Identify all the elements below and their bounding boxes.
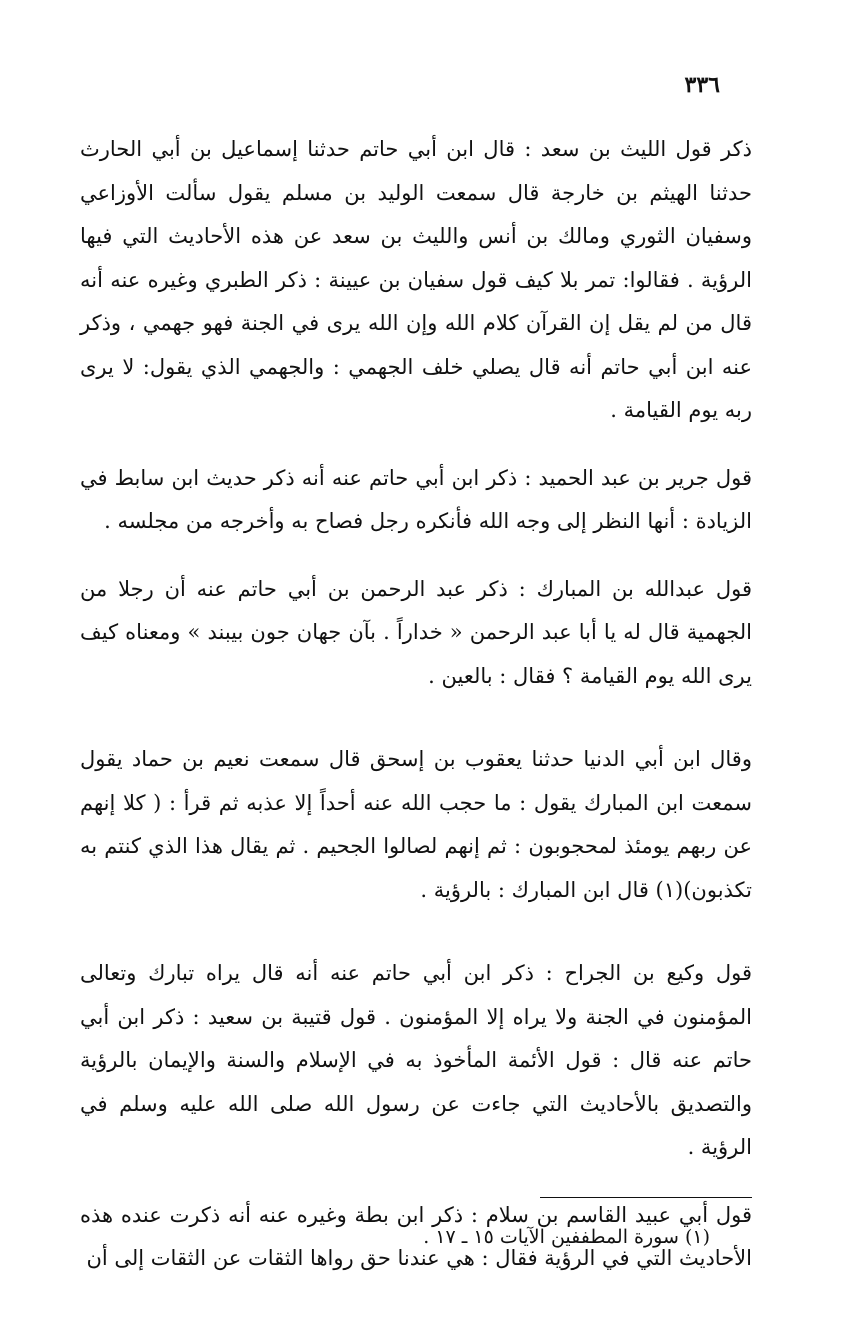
page-body: [80, 128, 752, 1305]
paragraph-layth-sufyan: ذكر قول الليث بن سعد : قال ابن أبي حاتم حدثنا إسماعيل بن أبي الحارث حدثنا الهيثم بن خارجة قال سمعت الوليد بن مسلم يقول سألت الأوزاعي وسفيان الثوري ومالك بن أنس والليث بن سعد عن هذه الأحاديث التي فيها الرؤية . فقالوا: تمر بلا كيف قول سفيان بن عيينة : ذكر الطبري وغيره عنه أنه قال من لم يقل إن القرآن كلام الله وإن الله يرى في الجنة فهو جهمي ، وذكر عنه ابن أبي حاتم أنه قال يصلي خلف الجهمي : والجهمي الذي يقول: لا يرى ربه يوم القيامة .: [80, 137, 752, 422]
page-number: ٣٣٦: [684, 72, 720, 98]
paragraph-jarir: قول جرير بن عبد الحميد : ذكر ابن أبي حاتم عنه أنه ذكر حديث ابن سابط في الزيادة : أنها النظر إلى وجه الله فأنكره رجل فصاح به وأخرجه من مجلسه .: [80, 465, 752, 533]
footnote-separator: [540, 1197, 752, 1198]
footnote: (١) سورة المطففين الآيات ١٥ ـ ١٧ .: [423, 1226, 710, 1248]
paragraph-ibn-almubarak: قول عبدالله بن المبارك : ذكر عبد الرحمن بن أبي حاتم عنه أن رجلا من الجهمية قال له يا أبا عبد الرحمن « خداراً . بآن جهان جون بيبند » ومعناه كيف يرى الله يوم القيامة ؟ فقال : بالعين .: [80, 576, 752, 688]
paragraph-waki-qutayba: قول وكيع بن الجراح : ذكر ابن أبي حاتم عنه أنه قال يراه تبارك وتعالى المؤمنون في الجنة ولا يراه إلا المؤمنون . قول قتيبة بن سعيد : ذكر ابن أبي حاتم عنه قال : قول الأئمة المأخوذ به في الإسلام والسنة والإيمان بالرؤية والتصديق بالأحاديث التي جاءت عن رسول الله صلى الله عليه وسلم في الرؤية .: [80, 961, 752, 1159]
paragraph-abu-ubayd: قول أبي عبيد القاسم بن سلام : ذكر ابن بطة وغيره عنه أنه ذكرت عنده هذه الأحاديث التي في الرؤية فقال : هي عندنا حق رواها الثقات عن الثقات إلى أن: [80, 1202, 752, 1270]
paragraph-ibn-abi-aldunya: وقال ابن أبي الدنيا حدثنا يعقوب بن إسحق قال سمعت نعيم بن حماد يقول سمعت ابن المبارك يقول : ما حجب الله عنه أحداً إلا عذبه ثم قرأ : ( كلا إنهم عن ربهم يومئذ لمحجوبون : ثم إنهم لصالوا الجحيم . ثم يقال هذا الذي كنتم به تكذبون)(١) قال ابن المبارك : بالرؤية .: [80, 747, 752, 902]
